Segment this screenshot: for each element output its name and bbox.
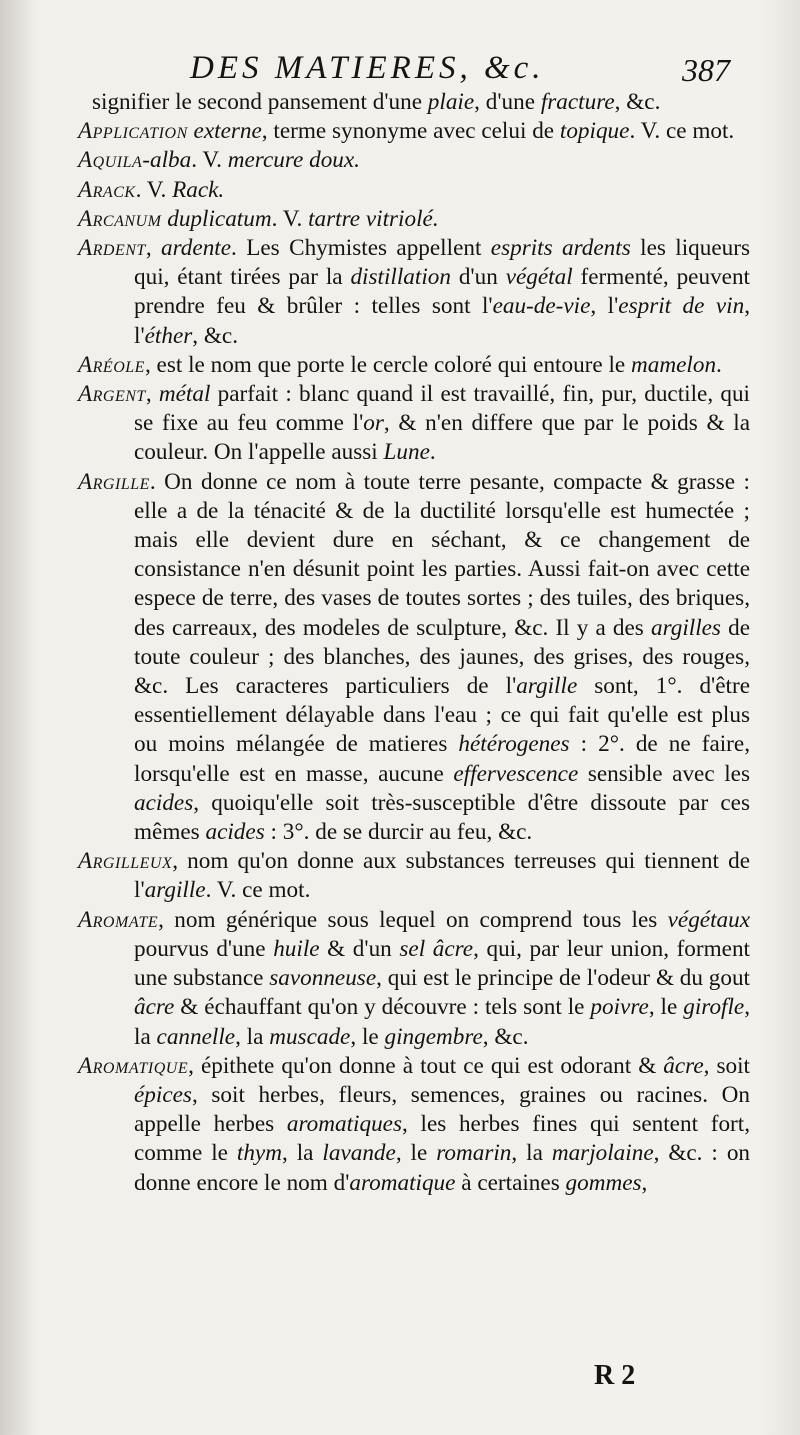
entry-text: , est le nom que porte le cercle coloré qui entoure le bbox=[144, 351, 632, 378]
dictionary-entry bbox=[78, 1052, 750, 1198]
italic-term: gommes bbox=[565, 1169, 642, 1196]
entry-text: , le bbox=[350, 1023, 385, 1050]
entry-text: & échauffant qu'on y découvre : tels sont le bbox=[174, 994, 591, 1021]
page-number: 387 bbox=[682, 52, 730, 88]
entry-text: , bbox=[641, 1169, 648, 1196]
entry-text: , d'une bbox=[474, 89, 541, 115]
signature-mark: R 2 bbox=[594, 1360, 636, 1391]
entry-text: , l' bbox=[134, 293, 751, 349]
dictionary-entry bbox=[78, 847, 750, 905]
entry-text: sont, 1°. d'être essentiellement délayable dans l'eau ; ce qui fait qu'elle est plus ou moins mélangée de matieres bbox=[134, 673, 750, 758]
entry-text: , nom générique sous lequel on comprend tous les bbox=[158, 906, 668, 933]
italic-term: aromatique bbox=[349, 1169, 456, 1196]
dictionary-entry bbox=[78, 146, 750, 175]
entry-text: parfait : blanc quand il est travaillé, fin, pur, ductile, qui se fixe au feu comme l' bbox=[134, 381, 750, 437]
italic-term: distillation bbox=[350, 264, 451, 291]
entry-text: , la bbox=[511, 1140, 552, 1167]
italic-term: âcre bbox=[134, 994, 175, 1021]
entry-text: , quoiqu'elle soit très-susceptible d'être dissoute par ces mêmes bbox=[134, 789, 750, 846]
italic-term: ardente bbox=[161, 235, 232, 262]
entry-text: , soit bbox=[703, 1052, 750, 1079]
italic-term: or bbox=[363, 410, 384, 437]
dictionary-text bbox=[78, 88, 750, 1198]
entry-headword: Arack bbox=[78, 176, 136, 203]
entry-headword: Application bbox=[78, 118, 188, 145]
entry-text: , l' bbox=[590, 293, 619, 320]
entry-headword: Aréole bbox=[78, 351, 145, 378]
italic-term: eau-de-vie bbox=[492, 293, 591, 320]
entry-text: . V. bbox=[191, 147, 228, 174]
entry-text: . V. bbox=[271, 205, 309, 232]
entry-text: , bbox=[145, 381, 159, 408]
entry-text: , épithete qu'on donne à tout ce qui est odorant & bbox=[188, 1052, 664, 1079]
entry-text: d'un bbox=[450, 264, 506, 291]
italic-term: duplicatum bbox=[161, 205, 272, 232]
italic-term: Rack. bbox=[172, 176, 225, 203]
italic-term: argille bbox=[516, 673, 578, 700]
italic-term: marjolaine bbox=[551, 1140, 654, 1167]
entry-text: . Les Chymistes appellent bbox=[231, 235, 491, 262]
entry-headword: Argille bbox=[78, 468, 150, 495]
dictionary-entry bbox=[78, 117, 750, 146]
italic-term: tartre vitriolé. bbox=[308, 205, 439, 232]
italic-term: gingembre bbox=[384, 1023, 483, 1050]
entry-text: , la bbox=[235, 1023, 270, 1050]
entry-headword: Aromate bbox=[78, 906, 159, 933]
entry-text: . bbox=[716, 351, 722, 378]
italic-term: effervescence bbox=[453, 760, 579, 787]
italic-term: topique bbox=[559, 118, 630, 145]
italic-term: épices bbox=[134, 1081, 192, 1108]
italic-term: plaie bbox=[427, 89, 475, 115]
dictionary-entry bbox=[78, 351, 750, 380]
entry-text: pourvus d'une bbox=[134, 935, 274, 962]
dictionary-entry bbox=[78, 205, 750, 234]
italic-term: hétérogenes bbox=[458, 731, 570, 758]
italic-term: savonneuse bbox=[269, 965, 377, 992]
entry-headword: Aquila bbox=[78, 147, 143, 174]
entry-text: . V. ce mot. bbox=[629, 118, 735, 145]
entry-text: . On donne ce nom à toute terre pesante, compacte & grasse : elle a de la ténacité & de la ductilité lorsqu'elle est humectée ; mais elle devient dure en séchant, & ce changement de consistance n'en désunit point les parties. Aussi fait-on avec cette espece de terre, des vases de toutes sortes ; des tuiles, des briques, des carreaux, des modeles de sculpture, &c. Il y a des bbox=[134, 468, 750, 641]
italic-term: sel âcre bbox=[399, 935, 474, 962]
entry-text: , soit herbes, fleurs, semences, graines ou racines. On appelle herbes bbox=[134, 1081, 750, 1138]
entry-text: fermenté, peuvent prendre feu & brûler : telles sont l' bbox=[134, 264, 750, 320]
italic-term: végétaux bbox=[667, 906, 750, 933]
entry-text: à certaines bbox=[455, 1169, 566, 1196]
italic-term: argilles bbox=[650, 614, 721, 641]
entry-text: , qui, par leur union, forment une substance bbox=[134, 935, 750, 992]
dictionary-entry bbox=[78, 234, 750, 351]
entry-text: : 3°. de se durcir au feu, &c. bbox=[264, 819, 533, 846]
italic-term: romarin bbox=[436, 1140, 512, 1167]
entry-text: signifier le second pansement d'une bbox=[92, 89, 428, 115]
italic-term: acides bbox=[134, 789, 194, 816]
entry-text: , &c. : on donne encore le nom d' bbox=[134, 1140, 751, 1196]
running-title: DES MATIERES, &c. bbox=[190, 50, 545, 86]
italic-term: esprit de vin bbox=[618, 293, 745, 320]
italic-term: mamelon bbox=[631, 351, 717, 378]
entry-text: , le bbox=[648, 994, 684, 1021]
dictionary-entry bbox=[78, 906, 750, 1052]
entry-text: , nom qu'on donne aux substances terreuses qui tiennent de l' bbox=[134, 848, 750, 904]
dictionary-entry bbox=[78, 176, 750, 205]
italic-term: -alba bbox=[142, 147, 192, 174]
entry-text: , les herbes fines qui sentent fort, comme le bbox=[134, 1111, 751, 1167]
italic-term: végétal bbox=[505, 264, 573, 291]
italic-term: poivre bbox=[590, 994, 649, 1021]
italic-term: cannelle bbox=[156, 1023, 236, 1050]
entry-text: , terme synonyme avec celui de bbox=[261, 118, 560, 145]
italic-term: argille bbox=[144, 877, 206, 904]
entry-text: . V. bbox=[135, 176, 173, 203]
italic-term: huile bbox=[273, 935, 320, 962]
entry-headword: Argent bbox=[78, 381, 146, 408]
entry-headword: Arcanum bbox=[78, 205, 162, 232]
italic-term: Lune bbox=[383, 439, 430, 466]
entry-headword: Argilleux bbox=[78, 848, 173, 875]
dictionary-entry bbox=[78, 468, 750, 848]
entry-text: , &c. bbox=[482, 1023, 529, 1050]
italic-term: muscade bbox=[269, 1023, 351, 1050]
italic-term: métal bbox=[158, 381, 211, 408]
italic-term: acides bbox=[205, 819, 265, 846]
italic-term: éther bbox=[144, 322, 193, 349]
italic-term: mercure doux. bbox=[227, 147, 360, 174]
page-gutter-shadow bbox=[0, 0, 30, 1435]
italic-term: âcre bbox=[663, 1052, 704, 1079]
entry-text: . bbox=[429, 439, 436, 466]
dictionary-entry bbox=[78, 88, 750, 117]
entry-text: de toute couleur ; des blanches, des jaunes, des grises, des rouges, &c. Les caracteres particuliers de l' bbox=[134, 614, 750, 700]
italic-term: esprits ardents bbox=[490, 235, 631, 262]
entry-headword: Aromatique bbox=[78, 1052, 189, 1079]
italic-term: girofle bbox=[683, 994, 745, 1021]
entry-text: , qui est le principe de l'odeur & du gout bbox=[376, 965, 750, 992]
entry-text: : 2°. de ne faire, lorsqu'elle est en masse, aucune bbox=[134, 731, 750, 787]
entry-text: . V. ce mot. bbox=[205, 877, 311, 904]
italic-term: aromatiques bbox=[286, 1111, 402, 1138]
entry-text: , &c. bbox=[192, 322, 238, 349]
italic-term: fracture bbox=[540, 89, 615, 115]
entry-text: , la bbox=[134, 994, 751, 1050]
italic-term: thym bbox=[236, 1140, 282, 1167]
entry-text: , & n'en differe que par le poids & la couleur. On l'appelle aussi bbox=[134, 410, 750, 466]
entry-text: , bbox=[145, 235, 162, 262]
entry-text: les liqueurs qui, étant tirées par la bbox=[134, 235, 751, 291]
italic-term: lavande bbox=[322, 1140, 396, 1167]
entry-text: & d'un bbox=[319, 935, 400, 962]
entry-text: , le bbox=[395, 1140, 437, 1167]
dictionary-entry bbox=[78, 380, 750, 468]
italic-term: externe bbox=[187, 118, 262, 145]
entry-text: , la bbox=[281, 1140, 323, 1167]
entry-text: sensible avec les bbox=[578, 760, 750, 787]
entry-headword: Ardent bbox=[78, 235, 146, 262]
entry-text: , &c. bbox=[614, 89, 661, 115]
